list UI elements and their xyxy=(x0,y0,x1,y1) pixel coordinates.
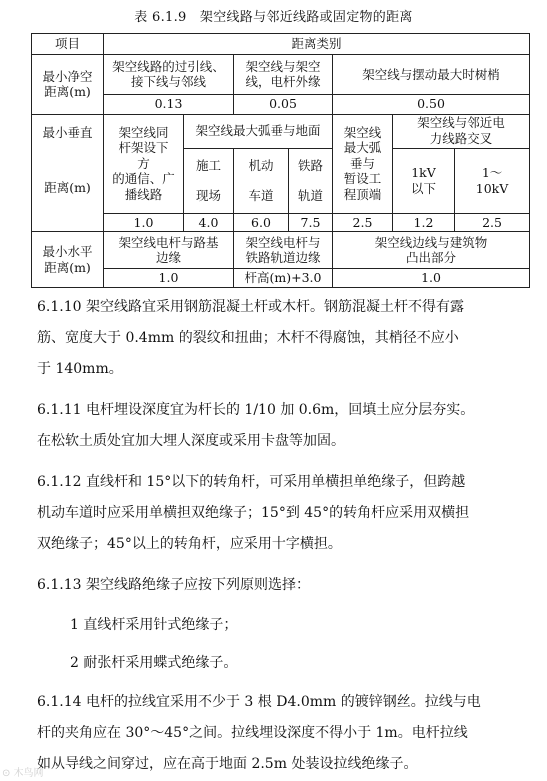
cell-desc: 1～ 10kV xyxy=(455,148,530,213)
cell-value: 1.0 xyxy=(104,213,184,232)
table-row xyxy=(32,54,530,94)
table-header-row xyxy=(32,34,530,55)
cell-group: 架空线最大弧垂与地面 xyxy=(184,114,333,148)
cell-desc: 架空线电杆与 铁路轨道边缘 xyxy=(234,232,333,269)
paragraph-line: 于 140mm。 xyxy=(37,361,123,377)
row-label-clearance: 最小净空 距离(m) xyxy=(32,54,104,114)
paragraph-line: 机动车道时应采用单横担双绝缘子；15°到 45°的转角杆应采用双横担 xyxy=(37,505,470,521)
cell-desc: 铁路 轨道 xyxy=(289,148,333,213)
cell-desc: 架空线电杆与路基 边缘 xyxy=(104,232,234,269)
list-item: 1 直线杆采用针式绝缘子； xyxy=(70,617,238,633)
cell-desc: 1kV 以下 xyxy=(393,148,455,213)
header-item: 项目 xyxy=(32,34,104,55)
cell-desc: 架空线与摆动最大时树梢 xyxy=(333,54,530,94)
row-label-horizontal: 最小水平 距离(m) xyxy=(32,232,104,288)
cell-value: 7.5 xyxy=(289,213,333,232)
cell-value: 1.0 xyxy=(104,269,234,288)
cell-desc: 架空线与架空 线，电杆外缘 xyxy=(234,54,333,94)
cell-value: 2.5 xyxy=(455,213,530,232)
cell-value: 杆高(m)+3.0 xyxy=(234,269,333,288)
paragraph-line: 6.1.10 架空线路宜采用钢筋混凝土杆或木杆。钢筋混凝土杆不得有露 xyxy=(37,299,464,315)
table-row xyxy=(32,232,530,269)
cell-value: 4.0 xyxy=(184,213,234,232)
cell-value: 6.0 xyxy=(234,213,289,232)
cell-desc: 架空线 最大弧 垂与 暂设工 程顶端 xyxy=(333,114,393,213)
cell-value: 0.05 xyxy=(234,94,333,114)
paragraph-line: 双绝缘子；45°以上的转角杆，应采用十字横担。 xyxy=(37,536,342,552)
cell-value: 1.2 xyxy=(393,213,455,232)
paragraph-line: 筋、宽度大于 0.4mm 的裂纹和扭曲；木杆不得腐蚀，其梢径不应小 xyxy=(37,330,459,346)
list-item: 2 耐张杆采用蝶式绝缘子。 xyxy=(70,655,238,671)
row-label-vertical-bottom: 距离(m) xyxy=(44,180,91,196)
watermark: ⊙ 木鸟网 xyxy=(2,768,44,779)
table-row xyxy=(32,213,530,232)
header-category: 距离类别 xyxy=(104,34,530,55)
paragraph-line: 6.1.11 电杆埋设深度宜为杆长的 1/10 加 0.6m，回填土应分层夯实。 xyxy=(37,402,475,418)
paragraph-line: 6.1.13 架空线路绝缘子应按下列原则选择： xyxy=(37,577,310,593)
cell-value: 0.50 xyxy=(333,94,530,114)
cell-desc: 机动 车道 xyxy=(234,148,289,213)
cell-desc: 架空线边线与建筑物 凸出部分 xyxy=(333,232,530,269)
paragraph-line: 6.1.12 直线杆和 15°以下的转角杆，可采用单横担单绝缘子，但跨越 xyxy=(37,474,466,490)
cell-desc: 施工 现场 xyxy=(184,148,234,213)
table-row xyxy=(32,114,530,148)
table-row xyxy=(32,94,530,114)
table-row xyxy=(32,269,530,288)
cell-value: 2.5 xyxy=(333,213,393,232)
paragraph-line: 在松软土质处宜加大埋人深度或采用卡盘等加固。 xyxy=(37,433,345,449)
paragraph-line: 杆的夹角应在 30°～45°之间。拉线埋设深度不得小于 1m。电杆拉线 xyxy=(37,725,468,741)
row-label-vertical-top: 最小垂直 xyxy=(42,124,93,140)
row-label-vertical xyxy=(32,114,104,232)
paragraph-line: 如从导线之间穿过，应在高于地面 2.5m 处装设拉线绝缘子。 xyxy=(37,756,418,772)
distance-table xyxy=(31,33,530,288)
table-caption: 表 6.1.9 架空线路与邻近线路或固定物的距离 xyxy=(134,10,413,25)
cell-value: 0.13 xyxy=(104,94,234,114)
paragraph-line: 6.1.14 电杆的拉线宜采用不少于 3 根 D4.0mm 的镀锌钢丝。拉线与电 xyxy=(37,694,481,710)
cell-desc: 架空线同 杆架设下 方 的通信、广 播线路 xyxy=(104,114,184,213)
cell-desc: 架空线路的过引线、 接下线与邻线 xyxy=(104,54,234,94)
cell-group: 架空线与邻近电 力线路交叉 xyxy=(393,114,530,148)
cell-value: 1.0 xyxy=(333,269,530,288)
